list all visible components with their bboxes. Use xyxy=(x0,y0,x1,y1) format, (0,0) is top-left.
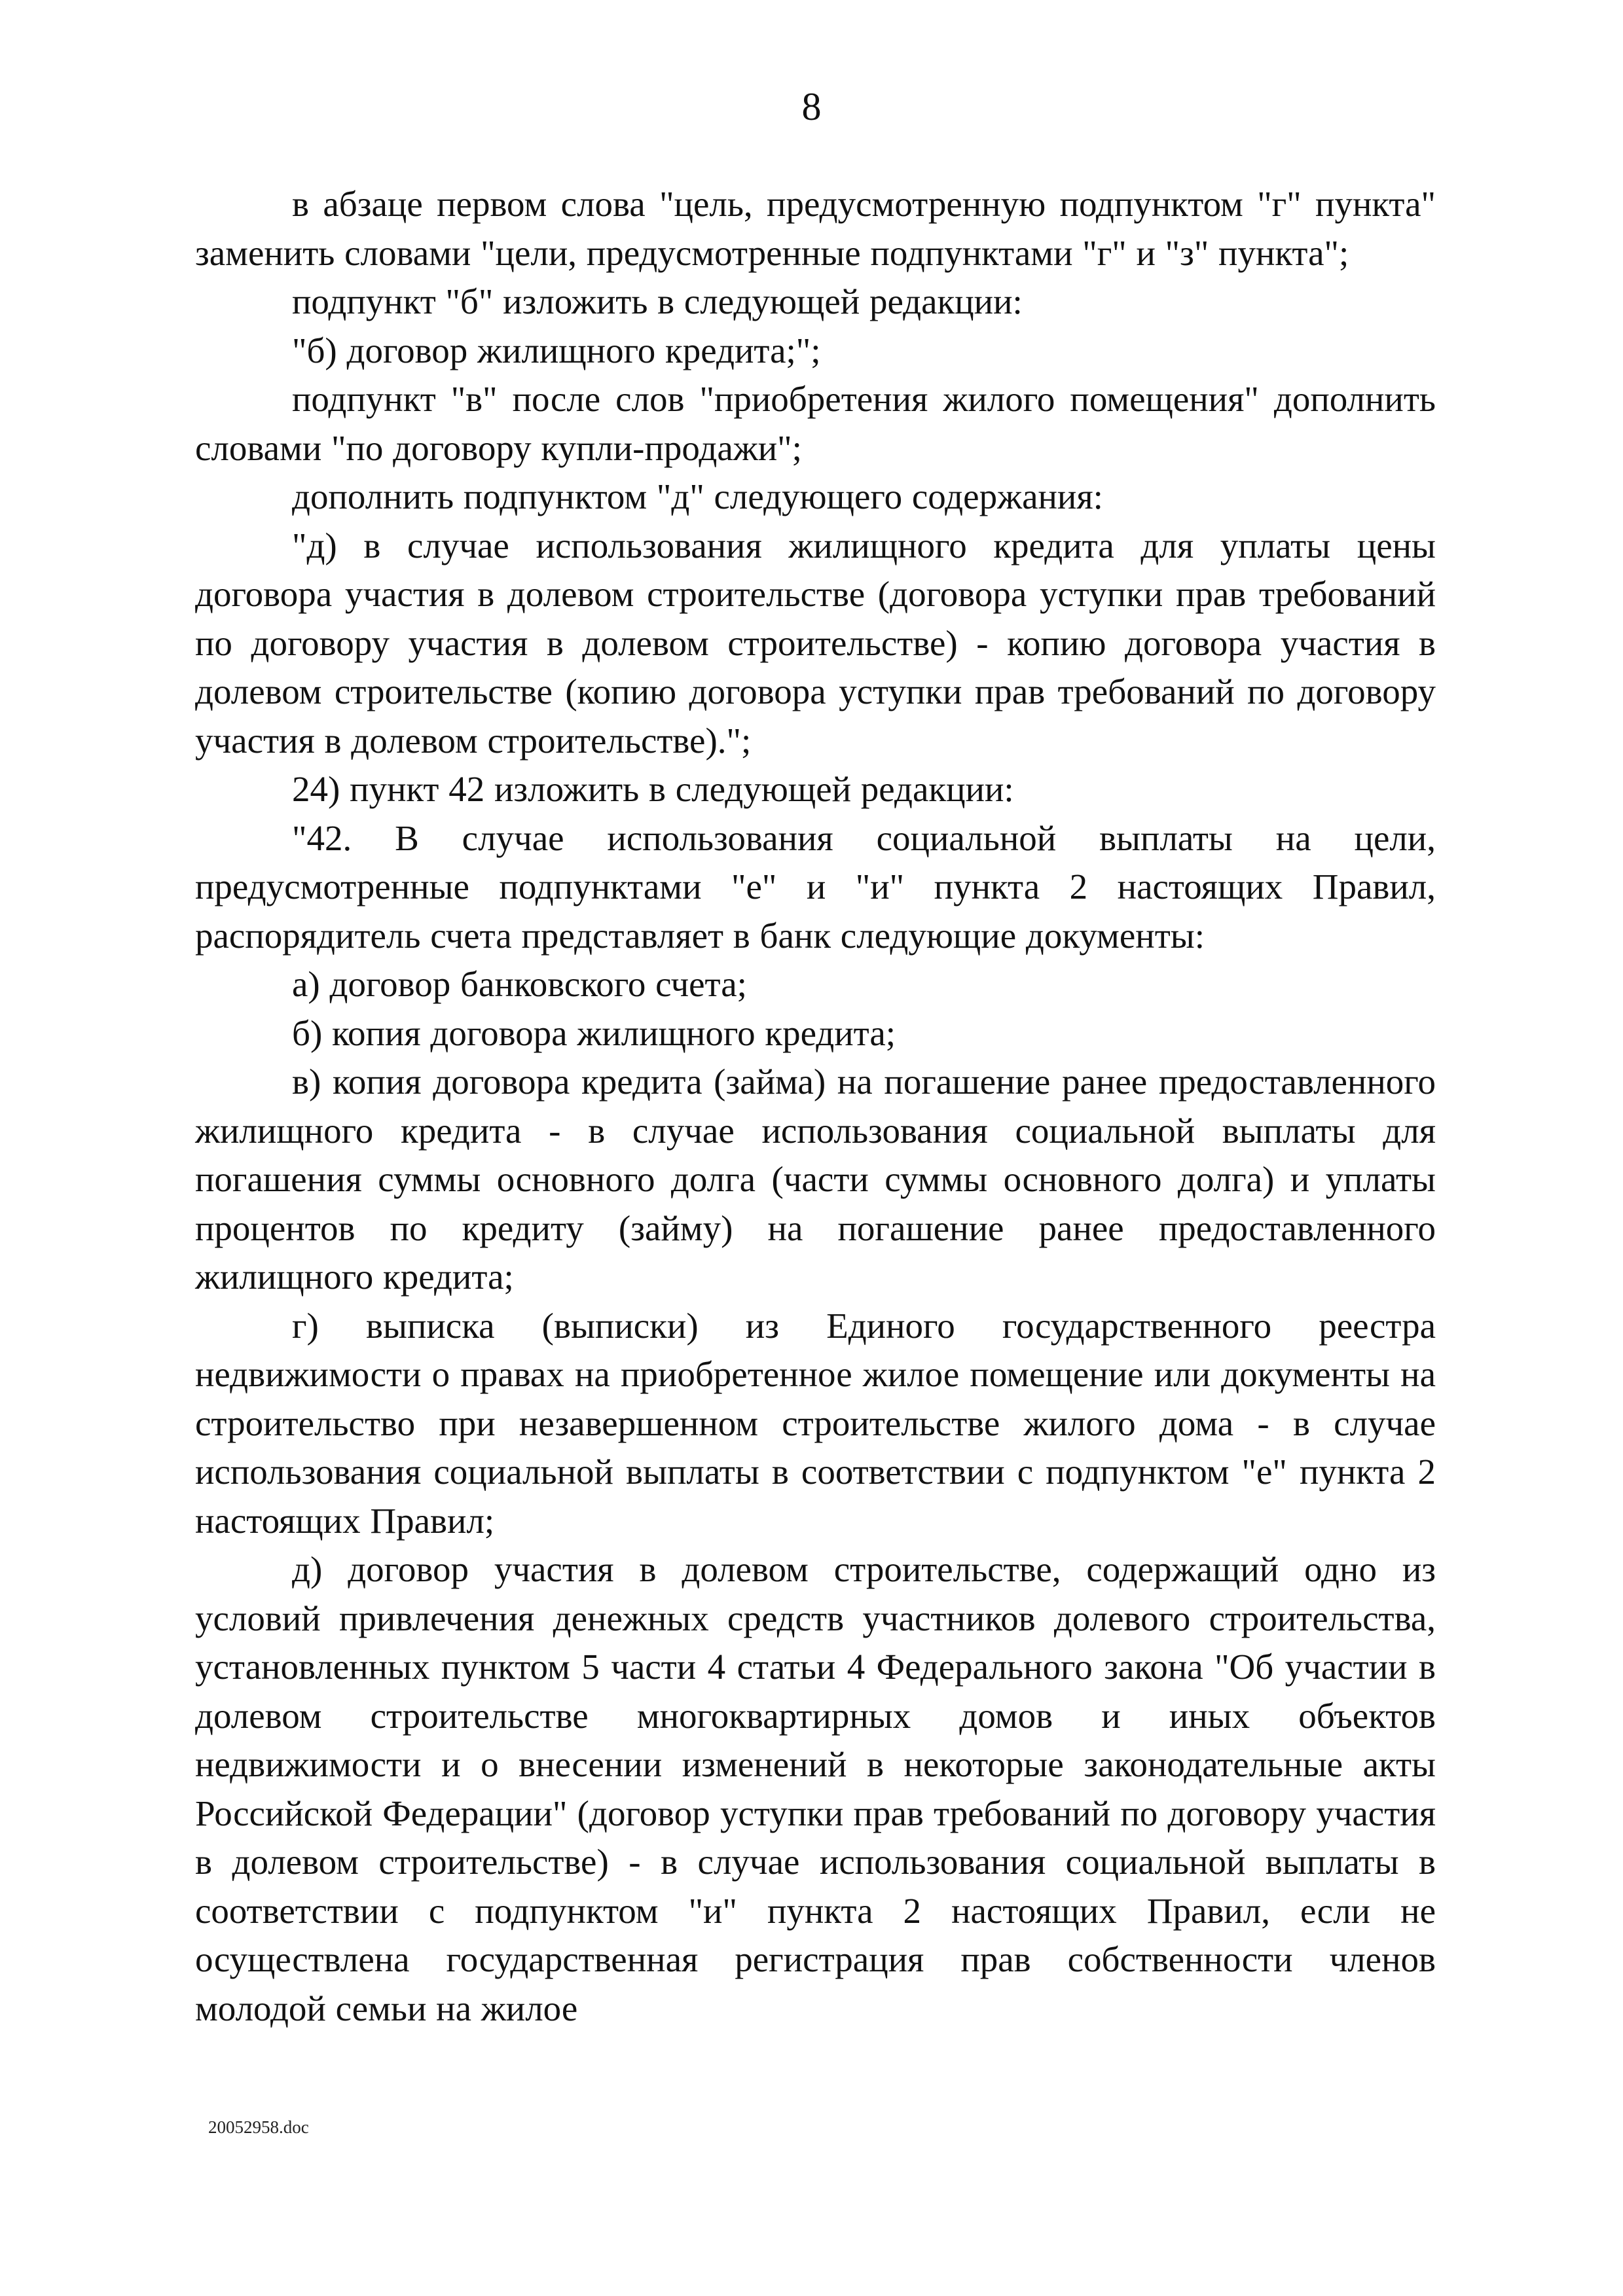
document-body xyxy=(195,180,1436,2033)
paragraph-4: подпункт "в" после слов "приобретения жилого помещения" дополнить словами "по договору купли-продажи"; xyxy=(195,379,1436,468)
paragraph-13: д) договор участия в долевом строительстве, содержащий одно из условий привлечения денежных средств участников долевого строительства, установленных пунктом 5 части 4 статьи 4 Федерального закона "Об участии в долевом строительстве многоквартирных домов и иных объектов недвижимости и о внесении изменений в некоторые законодательные акты Российской Федерации" (договор уступки прав требований по договору участия в долевом строительстве) - в случае использования социальной выплаты в соответствии с подпунктом "и" пункта 2 настоящих Правил, если не осуществлена государственная регистрация прав собственности членов молодой семьи на жилое xyxy=(195,1549,1436,2028)
page-number: 8 xyxy=(801,85,822,128)
paragraph-11: в) копия договора кредита (займа) на погашение ранее предоставленного жилищного кредита - в случае использования социальной выплаты для погашения суммы основного долга (части суммы основного долга) и уплаты процентов по кредиту (займу) на погашение ранее предоставленного жилищного кредита; xyxy=(195,1062,1436,1297)
paragraph-6: "д) в случае использования жилищного кредита для уплаты цены договора участия в долевом строительстве (договора уступки прав требований по договору участия в долевом строительстве) - копию договора участия в долевом строительстве (копию договора уступки прав требований по договору участия в долевом строительстве)."; xyxy=(195,525,1436,761)
paragraph-2: подпункт "б" изложить в следующей редакции: xyxy=(292,281,1023,321)
paragraph-8: "42. В случае использования социальной выплаты на цели, предусмотренные подпунктами "е" и "и" пункта 2 настоящих Правил, распорядитель счета представляет в банк следующие документы: xyxy=(195,817,1436,956)
footer-filename: 20052958.doc xyxy=(208,2117,309,2137)
paragraph-5: дополнить подпунктом "д" следующего содержания: xyxy=(292,476,1103,516)
paragraph-1: в абзаце первом слова "цель, предусмотренную подпунктом "г" пункта" заменить словами "цели, предусмотренные подпунктами "г" и "з" пункта"; xyxy=(195,184,1436,273)
paragraph-10: б) копия договора жилищного кредита; xyxy=(292,1013,896,1053)
paragraph-3: "б) договор жилищного кредита;"; xyxy=(292,330,821,370)
paragraph-7: 24) пункт 42 изложить в следующей редакции: xyxy=(292,769,1014,809)
paragraph-9: а) договор банковского счета; xyxy=(292,964,747,1004)
paragraph-12: г) выписка (выписки) из Единого государственного реестра недвижимости о правах на приобретенное жилое помещение или документы на строительство при незавершенном строительстве жилого дома - в случае использования социальной выплаты в соответствии с подпунктом "е" пункта 2 настоящих Правил; xyxy=(195,1305,1436,1541)
